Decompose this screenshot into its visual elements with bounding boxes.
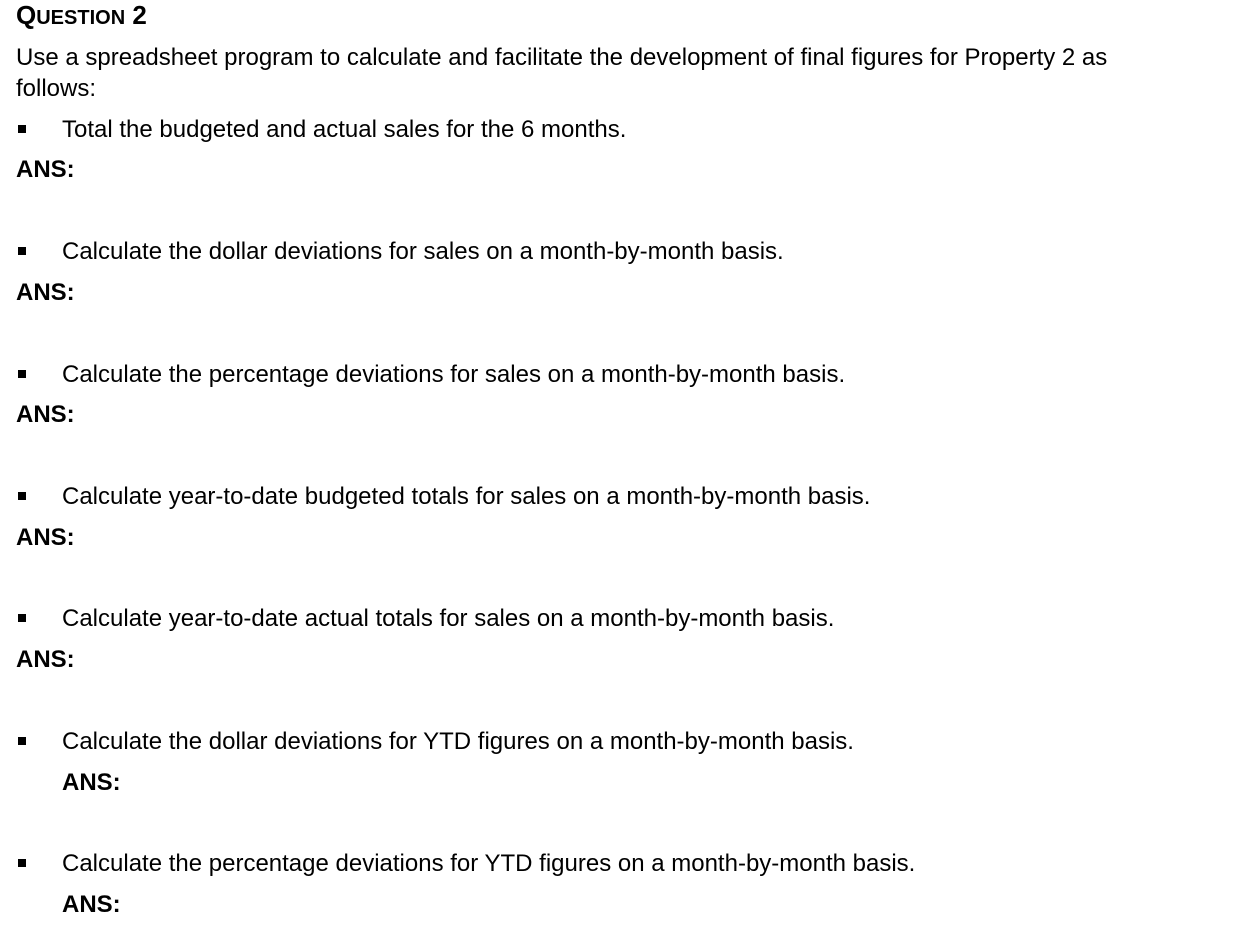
question-heading-word: UESTION: [36, 7, 126, 29]
answer-label: ANS:: [16, 279, 75, 306]
answer-label: ANS:: [16, 401, 75, 428]
list-item-text: Calculate year-to-date budgeted totals for sales on a month-by-month basis.: [62, 483, 871, 510]
question-heading: [16, 0, 147, 33]
square-bullet-icon: [18, 125, 26, 133]
list-item-text: Total the budgeted and actual sales for the 6 months.: [62, 116, 627, 143]
answer-label: ANS:: [62, 891, 121, 918]
list-item-text: Calculate the percentage deviations for YTD figures on a month-by-month basis.: [62, 850, 916, 877]
list-item-text: Calculate the percentage deviations for sales on a month-by-month basis.: [62, 361, 846, 388]
answer-label: ANS:: [16, 646, 75, 673]
list-item-text: Calculate year-to-date actual totals for sales on a month-by-month basis.: [62, 605, 835, 632]
intro-paragraph: Use a spreadsheet program to calculate and facilitate the development of final figures for Property 2 as follows:: [16, 44, 1108, 102]
square-bullet-icon: [18, 370, 26, 378]
square-bullet-icon: [18, 492, 26, 500]
answer-label: ANS:: [62, 769, 121, 796]
list-item-text: Calculate the dollar deviations for sales on a month-by-month basis.: [62, 238, 784, 265]
question-heading-first-letter: Q: [16, 0, 37, 30]
square-bullet-icon: [18, 737, 26, 745]
square-bullet-icon: [18, 859, 26, 867]
answer-label: ANS:: [16, 524, 75, 551]
list-item-text: Calculate the dollar deviations for YTD figures on a month-by-month basis.: [62, 728, 854, 755]
answer-label: ANS:: [16, 156, 75, 183]
question-number: 2: [132, 0, 147, 30]
square-bullet-icon: [18, 247, 26, 255]
square-bullet-icon: [18, 614, 26, 622]
